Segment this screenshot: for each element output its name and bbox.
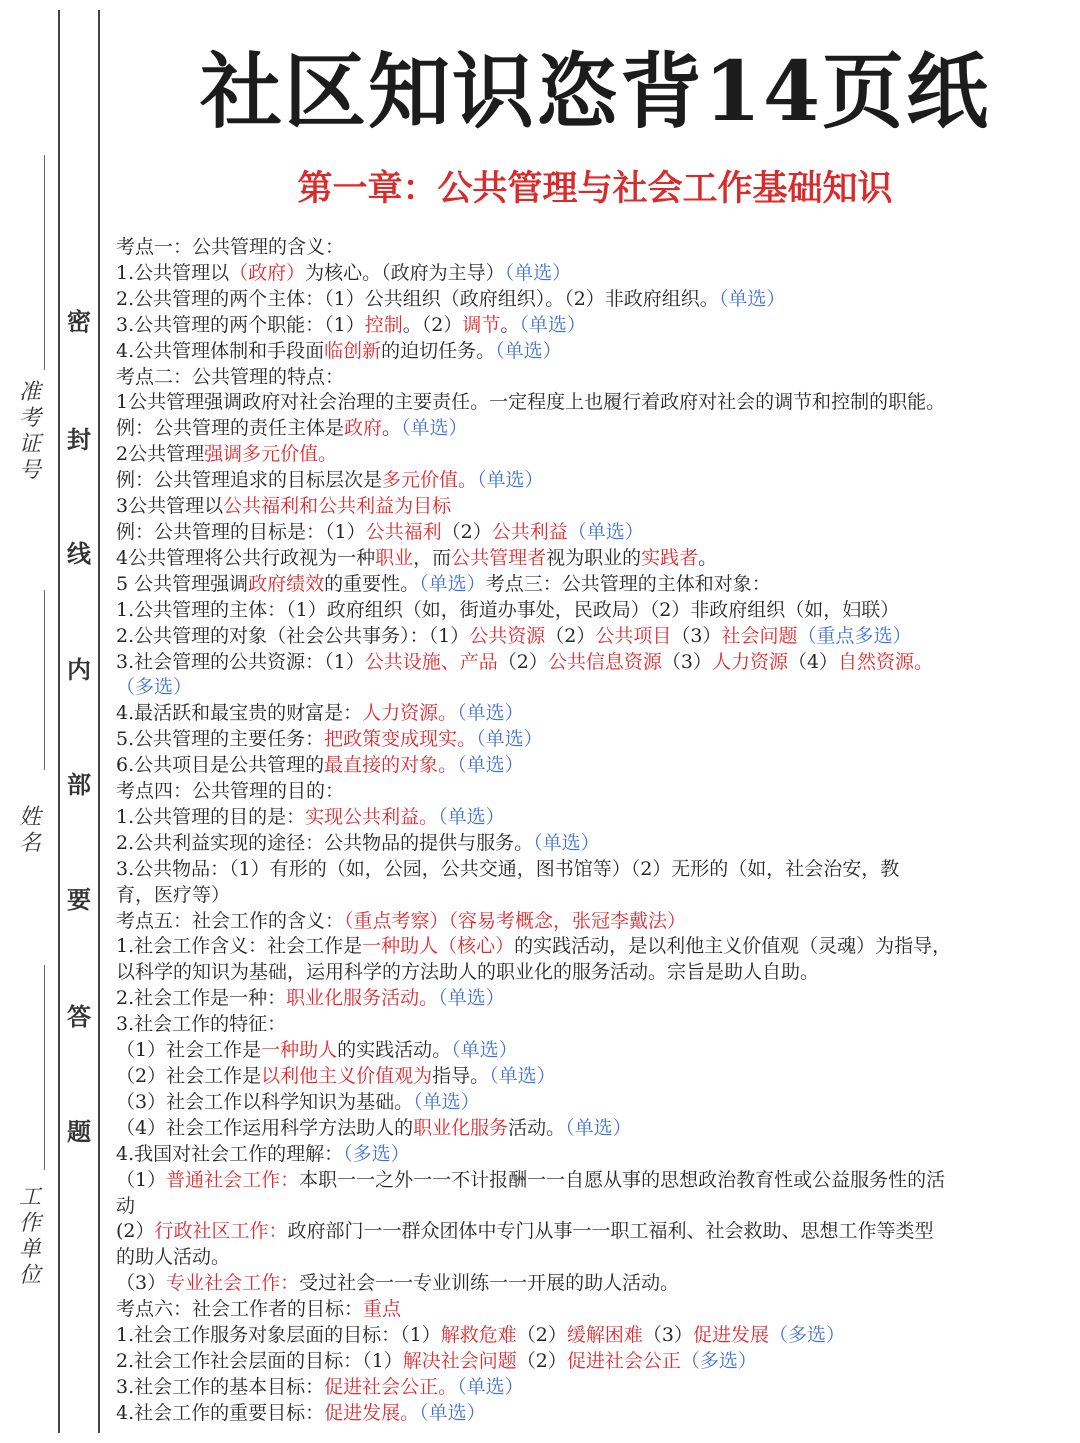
highlight-text: 社会问题: [721, 624, 798, 647]
line-text: 的迫切任务。: [381, 339, 496, 362]
note-line: [116, 1142, 1066, 1168]
question-type-tag: （单选）: [519, 313, 586, 336]
note-line: [116, 831, 1066, 857]
seal-char: 要: [67, 885, 91, 914]
question-type-tag: （重点多选）: [797, 624, 912, 647]
note-line: [116, 494, 1066, 520]
line-text: 1.公共管理的目的是：: [116, 805, 306, 828]
note-line: [116, 1349, 1066, 1375]
field-underline: [44, 590, 45, 770]
note-line: [116, 934, 1066, 960]
note-line: [116, 468, 1066, 494]
seal-char: 题: [67, 1117, 91, 1146]
highlight-text: 公共设施、产品: [364, 650, 498, 673]
note-line: [116, 365, 1066, 391]
line-text: 1.公共管理以: [116, 261, 230, 284]
highlight-text: 以利他主义价值观为: [261, 1065, 433, 1087]
margin-line-outer: [58, 10, 60, 1433]
highlight-text: 缓解困难: [566, 1324, 643, 1347]
line-text: （2）: [497, 650, 548, 673]
question-type-tag: （单选）: [451, 1039, 518, 1062]
question-type-tag: （多选）: [768, 1324, 845, 1347]
highlight-text: 一种助人（核心）: [362, 935, 515, 958]
question-type-tag: （多选）: [343, 1142, 410, 1165]
note-line: [116, 986, 1066, 1012]
line-text: 例：公共管理的责任主体是: [116, 417, 345, 440]
note-line: [116, 1116, 1066, 1142]
note-line: [116, 701, 1066, 727]
line-text: 4.我国对社会工作的理解：: [116, 1142, 344, 1165]
highlight-text: 把政策变成现实。: [324, 728, 477, 751]
question-type-tag: （单选）: [477, 469, 544, 492]
line-text: 。: [500, 313, 520, 336]
question-type-tag: （单选）: [438, 987, 505, 1010]
line-text: （4）: [787, 650, 839, 673]
question-type-tag: （单选）: [419, 572, 486, 595]
highlight-text: 实现公共利益。: [305, 805, 439, 828]
highlight-text: 公共福利: [365, 520, 442, 543]
question-type-tag: （单选）: [476, 728, 543, 751]
note-line: [116, 1297, 1066, 1323]
note-line: [116, 416, 1066, 442]
highlight-text: 专业社会工作：: [166, 1272, 300, 1295]
line-text: 3.社会工作的特征：: [116, 1013, 287, 1036]
note-line: [116, 261, 1066, 287]
line-text: 5 公共管理强调: [116, 572, 249, 595]
note-line: [116, 313, 1066, 339]
line-text: 考点五：社会工作的含义：: [116, 909, 345, 932]
line-text: 2公共管理: [116, 443, 205, 466]
line-text: （3）: [661, 650, 712, 673]
note-line: [116, 1090, 1066, 1116]
note-line: [116, 650, 1066, 676]
work-unit-field-label: 工作单位: [18, 1185, 41, 1288]
highlight-text: 公共资源: [469, 624, 546, 647]
line-text: 3.社会管理的公共资源：（1）: [116, 650, 365, 673]
notes-body: [116, 235, 1066, 1427]
highlight-text: 实践者: [641, 546, 699, 569]
note-line: [116, 624, 1066, 650]
line-text: 为核心。（政府为主导）: [305, 261, 505, 284]
note-line: [116, 1194, 1066, 1220]
line-text: 活动。: [508, 1116, 566, 1139]
line-text: 考点三：公共管理的主体和对象：: [485, 572, 771, 595]
line-text: 2.公共管理的两个主体：（1）公共组织（政府组织）。（2）非政府组织。: [116, 287, 719, 310]
note-line: [116, 727, 1066, 753]
question-type-tag: （单选）: [401, 417, 468, 440]
field-underline: [44, 965, 45, 1170]
line-text: （3）: [671, 624, 722, 647]
line-text: 考点六：社会工作者的目标：: [116, 1298, 364, 1321]
highlight-text: 人力资源: [711, 650, 788, 673]
question-type-tag: （多选）: [680, 1349, 757, 1372]
line-text: 3.公共物品：（1）有形的（如，公园，公共交通，图书馆等）（2）无形的（如，社会治安，教: [116, 857, 900, 880]
line-text: 考点一：公共管理的含义：: [116, 236, 345, 258]
chapter-heading: 第一章：公共管理与社会工作基础知识: [297, 168, 893, 209]
seal-char: 密: [67, 307, 91, 336]
line-text: 受过社会一一专业训练一一开展的助人活动。: [299, 1272, 680, 1295]
question-type-tag: （多选）: [116, 676, 193, 699]
line-text: 的实践活动。: [337, 1039, 452, 1062]
note-line: [116, 805, 1066, 831]
question-type-tag: （单选）: [413, 1090, 480, 1113]
line-text: 考点四：公共管理的目的：: [116, 780, 345, 803]
line-text: (2）: [116, 1220, 155, 1243]
question-type-tag: （单选）: [718, 287, 786, 310]
line-text: 的重要性。: [324, 572, 420, 595]
highlight-text: 调节: [462, 313, 501, 336]
highlight-text: 促进社会公正: [566, 1349, 681, 1372]
line-text: 6.公共项目是公共管理的: [116, 754, 325, 777]
highlight-text: 政府: [344, 417, 383, 440]
note-line: [116, 442, 1066, 468]
question-type-tag: （单选）: [419, 1401, 486, 1424]
seal-char: 答: [67, 1002, 91, 1031]
line-text: 5.公共管理的主要任务：: [116, 728, 325, 751]
highlight-text: 重点: [363, 1298, 402, 1321]
note-line: [116, 235, 1066, 261]
note-line: [116, 1064, 1066, 1090]
margin-line-inner: [98, 10, 100, 1433]
seal-char: 封: [67, 425, 91, 454]
line-text: 1.公共管理的主体：（1）政府组织（如，街道办事处，民政局）（2）非政府组织（如，妇联）: [116, 598, 900, 621]
note-line: [116, 1219, 1066, 1245]
line-text: 政府部门一一群众团体中专门从事一一职工福利、社会救助、思想工作等类型: [287, 1220, 934, 1243]
highlight-text: 解救危难: [440, 1324, 517, 1347]
note-line: [116, 287, 1066, 313]
highlight-text: 最直接的对象。: [324, 754, 458, 777]
highlight-text: 临创新: [324, 339, 382, 362]
page-title: 社区知识恣背14页纸: [199, 44, 991, 140]
note-line: [116, 857, 1066, 883]
note-line: [116, 1038, 1066, 1064]
note-line: [116, 1012, 1066, 1038]
note-line: [116, 1168, 1066, 1194]
line-text: 以科学的知识为基础，运用科学的方法助人的职业化的服务活动。宗旨是助人自助。: [116, 961, 820, 984]
line-text: 4.社会工作的重要目标：: [116, 1401, 325, 1424]
question-type-tag: （单选）: [457, 754, 524, 777]
binding-margin: [0, 0, 110, 1443]
line-text: 1公共管理强调政府对社会治理的主要责任。一定程度上也履行着政府对社会的调节和控制的职能。: [116, 391, 946, 414]
note-line: [116, 1245, 1066, 1271]
highlight-text: 行政社区工作：: [154, 1220, 288, 1243]
line-text: 2.社会工作社会层面的目标：（1）: [116, 1349, 403, 1372]
exam-id-field-label: 准考证号: [18, 380, 41, 483]
highlight-text: 一种助人: [261, 1039, 338, 1062]
highlight-text: 强调多元价值。: [204, 443, 338, 466]
highlight-text: 公共信息资源: [547, 650, 662, 673]
note-line: [116, 598, 1066, 624]
line-text: 指导。: [432, 1065, 490, 1087]
line-text: 育，医疗等）: [116, 883, 231, 906]
highlight-text: 职业化服务: [413, 1116, 509, 1139]
line-text: 4公共管理将公共行政视为一种: [116, 546, 376, 569]
line-text: 3.公共管理的两个职能：（1）: [116, 313, 365, 336]
line-text: ，而: [413, 546, 452, 569]
highlight-text: 解决社会问题: [402, 1349, 517, 1372]
line-text: （4）社会工作运用科学方法助人的: [116, 1116, 414, 1139]
line-text: 。: [698, 546, 718, 569]
seal-char: 部: [67, 770, 91, 799]
note-line: [116, 753, 1066, 779]
note-line: [116, 1401, 1066, 1427]
line-text: 4.最活跃和最宝贵的财富是：: [116, 702, 363, 725]
highlight-text: 公共管理者: [451, 546, 547, 569]
note-line: [116, 960, 1066, 986]
highlight-text: （政府）: [229, 261, 306, 284]
note-line: [116, 1271, 1066, 1297]
highlight-text: 职业化服务活动。: [286, 987, 439, 1010]
line-text: 1.社会工作服务对象层面的目标：（1）: [116, 1324, 441, 1347]
line-text: 2.社会工作是一种：: [116, 987, 287, 1010]
line-text: 3.社会工作的基本目标：: [116, 1375, 325, 1398]
question-type-tag: （单选）: [457, 1375, 524, 1398]
seal-char: 线: [67, 539, 91, 568]
note-line: [116, 390, 1066, 416]
note-line: [116, 883, 1066, 909]
line-text: 考点二：公共管理的特点：: [116, 365, 345, 388]
line-text: （1）: [116, 1168, 167, 1191]
line-text: 例：公共管理的目标是：（1）: [116, 520, 366, 543]
line-text: （3）: [116, 1272, 167, 1295]
line-text: 2.公共利益实现的途径：公共物品的提供与服务。: [116, 831, 534, 854]
question-type-tag: （单选）: [495, 339, 562, 362]
highlight-text: （重点考察）（容易考概念，张冠李戴法）: [344, 909, 687, 932]
line-text: 4.公共管理体制和手段面: [116, 339, 325, 362]
note-line: [116, 546, 1066, 572]
line-text: 。: [382, 417, 402, 440]
line-text: 例：公共管理追求的目标层次是: [116, 469, 383, 492]
note-line: [116, 339, 1066, 365]
question-type-tag: （单选）: [489, 1065, 556, 1087]
question-type-tag: （单选）: [533, 831, 600, 854]
name-field-label: 姓名: [18, 805, 41, 856]
line-text: 3公共管理以: [116, 495, 224, 518]
field-underline: [44, 155, 45, 370]
highlight-text: 人力资源。: [362, 702, 458, 725]
question-type-tag: （单选）: [565, 1116, 632, 1139]
question-type-tag: （单选）: [457, 702, 524, 725]
note-line: [116, 909, 1066, 935]
line-text: 本职一一之外一一不计报酬一一自愿从事的思想政治教育性或公益服务性的活: [299, 1168, 946, 1191]
line-text: 1.社会工作含义：社会工作是: [116, 935, 363, 958]
highlight-text: 公共福利和公共利益为目标: [223, 495, 452, 518]
highlight-text: 普通社会工作：: [166, 1168, 300, 1191]
note-line: [116, 520, 1066, 546]
highlight-text: 政府绩效: [248, 572, 325, 595]
highlight-text: 自然资源。: [838, 650, 934, 673]
highlight-text: 促进发展。: [324, 1401, 420, 1424]
highlight-text: 促进发展: [692, 1324, 769, 1347]
highlight-text: 促进社会公正。: [324, 1375, 458, 1398]
note-line: [116, 675, 1066, 701]
line-text: （3）社会工作以科学知识为基础。: [116, 1090, 414, 1113]
seal-char: 内: [67, 655, 91, 684]
line-text: （2）社会工作是: [116, 1065, 262, 1087]
highlight-text: 控制: [364, 313, 403, 336]
highlight-text: 公共项目: [595, 624, 672, 647]
highlight-text: 职业: [375, 546, 414, 569]
line-text: （1）社会工作是: [116, 1039, 262, 1062]
question-type-tag: （单选）: [438, 805, 505, 828]
note-line: [116, 779, 1066, 805]
line-text: （3）: [642, 1324, 693, 1347]
line-text: 。（2）: [402, 313, 463, 336]
highlight-text: 多元价值。: [382, 469, 478, 492]
highlight-text: 公共利益: [491, 520, 568, 543]
line-text: 动: [116, 1194, 136, 1217]
line-text: 的实践活动，是以利他主义价值观（灵魂）为指导，: [514, 935, 952, 958]
note-line: [116, 1375, 1066, 1401]
question-type-tag: （单选）: [567, 520, 644, 543]
line-text: （2）: [441, 520, 492, 543]
note-line: [116, 1323, 1066, 1349]
line-text: （2）: [516, 1349, 567, 1372]
note-line: [116, 572, 1066, 598]
question-type-tag: （单选）: [504, 261, 572, 284]
line-text: 2.公共管理的对象（社会公共事务）：（1）: [116, 624, 470, 647]
line-text: 的助人活动。: [116, 1246, 231, 1269]
line-text: 视为职业的: [546, 546, 642, 569]
line-text: （2）: [516, 1324, 567, 1347]
line-text: （2）: [545, 624, 596, 647]
